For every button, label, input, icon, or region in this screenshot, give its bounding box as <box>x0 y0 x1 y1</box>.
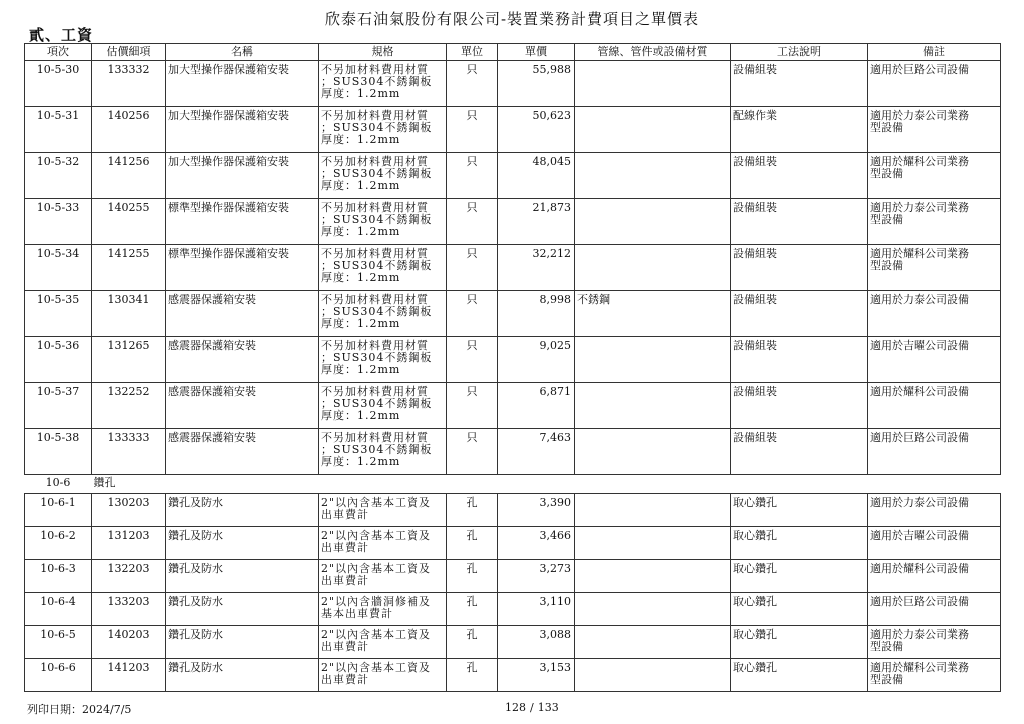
item-name: 感震器保護箱安裝 <box>166 429 319 475</box>
item-spec-line: 基本出車費計 <box>321 607 393 620</box>
item-spec-line: 厚度：1.2mm <box>321 363 401 376</box>
estimate-code: 132252 <box>92 383 166 429</box>
item-code: 10-5-36 <box>25 337 92 383</box>
item-material <box>575 61 731 107</box>
table-row <box>25 593 1001 626</box>
estimate-code: 140256 <box>92 107 166 153</box>
item-method: 取心鑽孔 <box>731 527 868 560</box>
item-remark <box>868 560 1001 593</box>
item-spec <box>319 245 447 291</box>
item-unit: 孔 <box>447 494 498 527</box>
item-spec <box>319 626 447 659</box>
item-spec <box>319 560 447 593</box>
table-row <box>25 337 1001 383</box>
item-name: 加大型操作器保護箱安裝 <box>166 107 319 153</box>
item-code: 10-5-32 <box>25 153 92 199</box>
item-code: 10-6-4 <box>25 593 92 626</box>
item-spec-line: ；SUS304不銹鋼板 <box>321 397 433 410</box>
col-header-estimate: 估價細項 <box>92 44 166 61</box>
item-price: 55,988 <box>498 61 575 107</box>
item-price: 7,463 <box>498 429 575 475</box>
item-code: 10-5-37 <box>25 383 92 429</box>
item-spec <box>319 107 447 153</box>
item-spec-line: 2"以內含基本工資及 <box>321 529 432 542</box>
item-unit: 只 <box>447 199 498 245</box>
item-method: 設備組裝 <box>731 383 868 429</box>
table-row <box>25 429 1001 475</box>
item-remark <box>868 153 1001 199</box>
item-name: 鑽孔及防水 <box>166 560 319 593</box>
item-spec <box>319 429 447 475</box>
item-spec-line: 出車費計 <box>321 541 369 554</box>
item-code: 10-6-1 <box>25 494 92 527</box>
item-remark <box>868 337 1001 383</box>
item-spec-line: 厚度：1.2mm <box>321 271 401 284</box>
group-row <box>25 475 1001 494</box>
item-remark <box>868 291 1001 337</box>
price-table <box>24 43 1001 692</box>
item-material: 不銹鋼 <box>575 291 731 337</box>
item-code: 10-6-2 <box>25 527 92 560</box>
item-remark-line: 型設備 <box>870 167 903 180</box>
item-code: 10-5-30 <box>25 61 92 107</box>
item-material <box>575 383 731 429</box>
item-unit: 孔 <box>447 659 498 692</box>
item-method: 設備組裝 <box>731 153 868 199</box>
item-code: 10-6-6 <box>25 659 92 692</box>
item-method: 取心鑽孔 <box>731 626 868 659</box>
item-price: 21,873 <box>498 199 575 245</box>
item-spec-line: 2"以內含基本工資及 <box>321 628 432 641</box>
item-spec-line: 出車費計 <box>321 673 369 686</box>
item-spec-line: 出車費計 <box>321 640 369 653</box>
item-spec-line: 2"以內含基本工資及 <box>321 661 432 674</box>
item-method: 設備組裝 <box>731 291 868 337</box>
item-spec-line: 不另加材料費用材質 <box>321 201 429 214</box>
item-spec-line: 厚度：1.2mm <box>321 225 401 238</box>
item-price: 9,025 <box>498 337 575 383</box>
item-code: 10-5-34 <box>25 245 92 291</box>
page-separator: / <box>530 701 534 714</box>
item-spec-line: ；SUS304不銹鋼板 <box>321 259 433 272</box>
estimate-code: 140203 <box>92 626 166 659</box>
group-code: 10-6 <box>25 475 92 494</box>
col-header-material: 管線、管件或設備材質 <box>575 44 731 61</box>
item-remark-line: 適用於力泰公司設備 <box>870 496 969 509</box>
item-remark <box>868 494 1001 527</box>
item-remark-line: 適用於力泰公司業務 <box>870 628 969 641</box>
item-spec <box>319 61 447 107</box>
item-price: 3,390 <box>498 494 575 527</box>
estimate-code: 141256 <box>92 153 166 199</box>
item-spec-line: 出車費計 <box>321 508 369 521</box>
estimate-code: 130203 <box>92 494 166 527</box>
item-material <box>575 560 731 593</box>
item-remark <box>868 626 1001 659</box>
item-name: 鑽孔及防水 <box>166 659 319 692</box>
item-spec-line: 厚度：1.2mm <box>321 179 401 192</box>
estimate-code: 133332 <box>92 61 166 107</box>
item-spec-line: 厚度：1.2mm <box>321 409 401 422</box>
item-price: 3,466 <box>498 527 575 560</box>
item-unit: 只 <box>447 245 498 291</box>
item-spec-line: 不另加材料費用材質 <box>321 63 429 76</box>
item-remark-line: 適用於耀科公司設備 <box>870 562 969 575</box>
item-unit: 孔 <box>447 593 498 626</box>
item-name: 標準型操作器保護箱安裝 <box>166 199 319 245</box>
item-material <box>575 199 731 245</box>
table-row <box>25 383 1001 429</box>
item-spec-line: ；SUS304不銹鋼板 <box>321 351 433 364</box>
item-price: 3,273 <box>498 560 575 593</box>
col-header-method: 工法說明 <box>731 44 868 61</box>
header-row <box>25 44 1001 61</box>
item-spec <box>319 593 447 626</box>
item-method: 配線作業 <box>731 107 868 153</box>
item-method: 取心鑽孔 <box>731 560 868 593</box>
table-row <box>25 245 1001 291</box>
item-remark-line: 適用於巨路公司設備 <box>870 595 969 608</box>
item-name: 感震器保護箱安裝 <box>166 337 319 383</box>
item-remark <box>868 61 1001 107</box>
col-header-remark: 備註 <box>868 44 1001 61</box>
item-material <box>575 429 731 475</box>
item-remark-line: 適用於吉曜公司設備 <box>870 339 969 352</box>
table-row <box>25 626 1001 659</box>
item-remark-line: 型設備 <box>870 259 903 272</box>
item-material <box>575 107 731 153</box>
item-material <box>575 659 731 692</box>
print-date: 列印日期：2024/7/5 <box>27 703 132 716</box>
item-remark-line: 型設備 <box>870 640 903 653</box>
item-remark-line: 型設備 <box>870 121 903 134</box>
item-name: 鑽孔及防水 <box>166 626 319 659</box>
item-spec <box>319 291 447 337</box>
item-name: 標準型操作器保護箱安裝 <box>166 245 319 291</box>
group-name: 鑽孔 <box>92 475 1001 494</box>
page-title: 欣泰石油氣股份有限公司-裝置業務計費項目之單價表 <box>324 10 700 28</box>
estimate-code: 131203 <box>92 527 166 560</box>
item-remark <box>868 429 1001 475</box>
estimate-code: 141203 <box>92 659 166 692</box>
item-code: 10-6-3 <box>25 560 92 593</box>
col-header-name: 名稱 <box>166 44 319 61</box>
item-remark <box>868 659 1001 692</box>
item-name: 鑽孔及防水 <box>166 593 319 626</box>
item-material <box>575 337 731 383</box>
estimate-code: 132203 <box>92 560 166 593</box>
item-unit: 只 <box>447 107 498 153</box>
item-price: 6,871 <box>498 383 575 429</box>
table-row <box>25 527 1001 560</box>
item-spec-line: ；SUS304不銹鋼板 <box>321 75 433 88</box>
item-unit: 只 <box>447 429 498 475</box>
item-method: 設備組裝 <box>731 61 868 107</box>
item-spec-line: 2"以內含基本工資及 <box>321 496 432 509</box>
item-price: 50,623 <box>498 107 575 153</box>
table-row <box>25 61 1001 107</box>
item-spec <box>319 494 447 527</box>
estimate-code: 133333 <box>92 429 166 475</box>
item-price: 3,088 <box>498 626 575 659</box>
col-header-price: 單價 <box>498 44 575 61</box>
item-spec-line: 不另加材料費用材質 <box>321 247 429 260</box>
item-material <box>575 626 731 659</box>
item-remark-line: 型設備 <box>870 673 903 686</box>
item-price: 8,998 <box>498 291 575 337</box>
item-material <box>575 153 731 199</box>
item-remark-line: 適用於力泰公司業務 <box>870 201 969 214</box>
item-spec-line: 厚度：1.2mm <box>321 317 401 330</box>
item-spec <box>319 659 447 692</box>
item-remark-line: 型設備 <box>870 213 903 226</box>
item-remark-line: 適用於力泰公司業務 <box>870 109 969 122</box>
item-method: 取心鑽孔 <box>731 494 868 527</box>
item-code: 10-5-38 <box>25 429 92 475</box>
item-spec-line: 不另加材料費用材質 <box>321 155 429 168</box>
item-code: 10-5-33 <box>25 199 92 245</box>
section-title: 貳、工資 <box>29 26 94 44</box>
item-remark-line: 適用於耀科公司設備 <box>870 385 969 398</box>
item-spec <box>319 153 447 199</box>
item-unit: 孔 <box>447 626 498 659</box>
item-spec-line: 2"以內含基本工資及 <box>321 562 432 575</box>
estimate-code: 141255 <box>92 245 166 291</box>
item-spec-line: 厚度：1.2mm <box>321 455 401 468</box>
item-method: 設備組裝 <box>731 199 868 245</box>
item-remark <box>868 107 1001 153</box>
page-number <box>505 701 563 714</box>
item-material <box>575 527 731 560</box>
item-method: 設備組裝 <box>731 337 868 383</box>
item-unit: 只 <box>447 291 498 337</box>
item-material <box>575 245 731 291</box>
item-code: 10-5-35 <box>25 291 92 337</box>
item-name: 鑽孔及防水 <box>166 527 319 560</box>
item-remark-line: 適用於力泰公司設備 <box>870 293 969 306</box>
table-row <box>25 107 1001 153</box>
item-unit: 只 <box>447 61 498 107</box>
estimate-code: 140255 <box>92 199 166 245</box>
item-price: 3,110 <box>498 593 575 626</box>
item-spec-line: 厚度：1.2mm <box>321 133 401 146</box>
item-spec-line: 不另加材料費用材質 <box>321 431 429 444</box>
table-row <box>25 659 1001 692</box>
item-spec-line: 不另加材料費用材質 <box>321 293 429 306</box>
item-name: 鑽孔及防水 <box>166 494 319 527</box>
item-spec-line: 出車費計 <box>321 574 369 587</box>
item-method: 取心鑽孔 <box>731 593 868 626</box>
item-spec-line: ；SUS304不銹鋼板 <box>321 121 433 134</box>
item-name: 加大型操作器保護箱安裝 <box>166 153 319 199</box>
item-remark-line: 適用於耀科公司業務 <box>870 155 969 168</box>
item-spec <box>319 337 447 383</box>
item-spec-line: 不另加材料費用材質 <box>321 109 429 122</box>
item-remark-line: 適用於巨路公司設備 <box>870 431 969 444</box>
item-remark-line: 適用於耀科公司業務 <box>870 247 969 260</box>
item-unit: 只 <box>447 337 498 383</box>
item-material <box>575 494 731 527</box>
item-spec-line: ；SUS304不銹鋼板 <box>321 213 433 226</box>
item-material <box>575 593 731 626</box>
item-remark <box>868 383 1001 429</box>
item-remark-line: 適用於巨路公司設備 <box>870 63 969 76</box>
item-remark <box>868 199 1001 245</box>
page-current: 128 <box>505 701 526 714</box>
item-name: 加大型操作器保護箱安裝 <box>166 61 319 107</box>
item-spec-line: ；SUS304不銹鋼板 <box>321 443 433 456</box>
estimate-code: 130341 <box>92 291 166 337</box>
table-row <box>25 291 1001 337</box>
col-header-unit: 單位 <box>447 44 498 61</box>
item-spec-line: 不另加材料費用材質 <box>321 339 429 352</box>
item-remark <box>868 527 1001 560</box>
table-row <box>25 560 1001 593</box>
item-spec-line: 不另加材料費用材質 <box>321 385 429 398</box>
item-price: 48,045 <box>498 153 575 199</box>
item-unit: 孔 <box>447 560 498 593</box>
page-total: 133 <box>537 701 559 714</box>
estimate-code: 131265 <box>92 337 166 383</box>
table-row <box>25 199 1001 245</box>
col-header-code: 項次 <box>25 44 92 61</box>
item-unit: 只 <box>447 153 498 199</box>
item-remark-line: 適用於耀科公司業務 <box>870 661 969 674</box>
item-spec-line: ；SUS304不銹鋼板 <box>321 167 433 180</box>
item-spec <box>319 527 447 560</box>
item-spec <box>319 383 447 429</box>
item-remark <box>868 245 1001 291</box>
item-method: 取心鑽孔 <box>731 659 868 692</box>
item-spec-line: ；SUS304不銹鋼板 <box>321 305 433 318</box>
item-spec <box>319 199 447 245</box>
item-price: 32,212 <box>498 245 575 291</box>
table-row <box>25 153 1001 199</box>
item-method: 設備組裝 <box>731 429 868 475</box>
col-header-spec: 規格 <box>319 44 447 61</box>
item-code: 10-5-31 <box>25 107 92 153</box>
item-name: 感震器保護箱安裝 <box>166 291 319 337</box>
table-row <box>25 494 1001 527</box>
item-remark-line: 適用於吉曜公司設備 <box>870 529 969 542</box>
item-remark <box>868 593 1001 626</box>
item-code: 10-6-5 <box>25 626 92 659</box>
item-price: 3,153 <box>498 659 575 692</box>
item-unit: 孔 <box>447 527 498 560</box>
item-name: 感震器保護箱安裝 <box>166 383 319 429</box>
item-method: 設備組裝 <box>731 245 868 291</box>
estimate-code: 133203 <box>92 593 166 626</box>
item-spec-line: 厚度：1.2mm <box>321 87 401 100</box>
item-spec-line: 2"以內含牆洞修補及 <box>321 595 432 608</box>
item-unit: 只 <box>447 383 498 429</box>
